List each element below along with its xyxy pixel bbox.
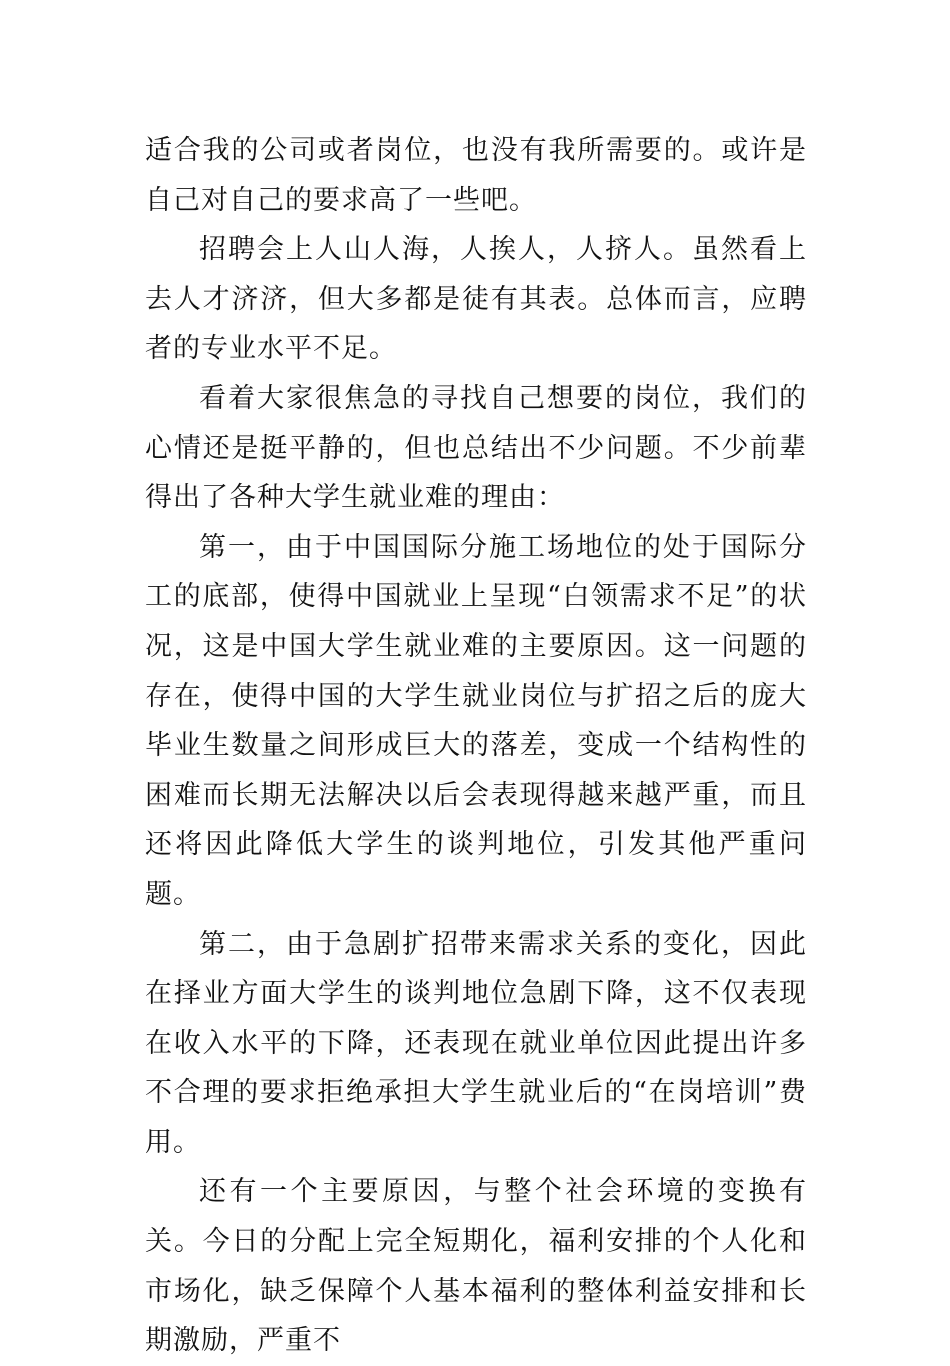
paragraph-1: 适合我的公司或者岗位，也没有我所需要的。或许是自己对自己的要求高了一些吧。 [145,135,807,216]
paragraph-2: 招聘会上人山人海，人挨人，人挤人。虽然看上去人才济济，但大多都是徒有其表。总体而言，应聘者的专业水平不足。 [145,234,807,365]
paragraph-5: 第二，由于急剧扩招带来需求关系的变化，因此在择业方面大学生的谈判地位急剧下降，这不仅表现在收入水平的下降，还表现在就业单位因此提出许多不合理的要求拒绝承担大学生就业后的“在岗培训”费用。 [145,928,807,1158]
paragraph-4: 第一，由于中国国际分施工场地位的处于国际分工的底部，使得中国就业上呈现“白领需求不足”的状况，这是中国大学生就业难的主要原因。这一问题的存在，使得中国的大学生就业岗位与扩招之后的庞大毕业生数量之间形成巨大的落差，变成一个结构性的困难而长期无法解决以后会表现得越来越严重，而且还将因此降低大学生的谈判地位，引发其他严重问题。 [145,531,807,910]
document-body [145,126,807,1366]
paragraph-6: 还有一个主要原因，与整个社会环境的变换有关。今日的分配上完全短期化，福利安排的个人化和市场化，缺乏保障个人基本福利的整体利益安排和长期激励，严重不 [145,1176,807,1357]
paragraph-3: 看着大家很焦急的寻找自己想要的岗位，我们的心情还是挺平静的，但也总结出不少问题。不少前辈得出了各种大学生就业难的理由： [145,382,807,514]
